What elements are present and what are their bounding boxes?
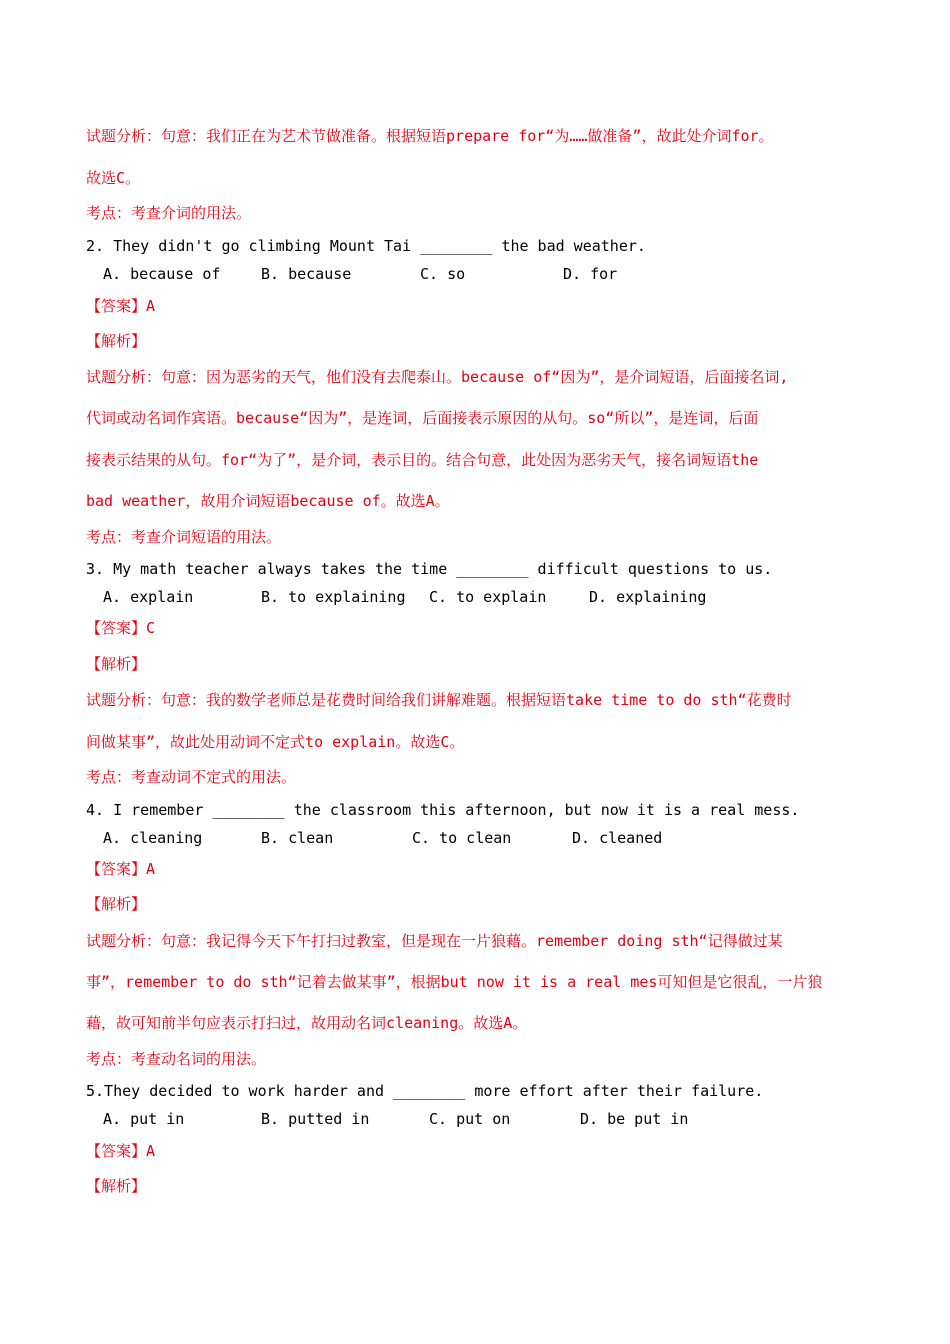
q3-analysis-line-2: 间做某事”，故此处用动词不定式to explain。故选C。 — [86, 733, 465, 751]
q3-option-d: D. explaining — [589, 588, 707, 606]
q3-options — [103, 587, 903, 687]
q2-option-c: C. so — [420, 265, 466, 283]
q2-analysis-line-4: bad weather，故用介词短语because of。故选A。 — [86, 492, 450, 510]
q3-jiexi: 【解析】 — [86, 655, 147, 673]
q3-option-a: A. explain — [103, 588, 194, 606]
q2-answer: 【答案】A — [86, 297, 156, 315]
q5-option-a: A. put in — [103, 1110, 185, 1128]
q2-option-b: B. because — [261, 265, 352, 283]
q2-analysis-line-2: 代词或动名词作宾语。because“因为”，是连词，后面接表示原因的从句。so“所以”，是连词，后面 — [86, 409, 759, 427]
q4-jiexi: 【解析】 — [86, 895, 147, 913]
q3-option-c: C. to explain — [429, 588, 547, 606]
q5-option-c: C. put on — [429, 1110, 511, 1128]
q3-option-b: B. to explaining — [261, 588, 406, 606]
q5-option-b: B. putted in — [261, 1110, 370, 1128]
q5-jiexi: 【解析】 — [86, 1177, 147, 1195]
q1-analysis-line-1: 试题分析：句意：我们正在为艺术节做准备。根据短语prepare for“为……做准备”，故此处介词for。 — [86, 127, 774, 145]
q1-analysis-line-2: 故选C。 — [86, 169, 141, 187]
q3-answer: 【答案】C — [86, 619, 156, 637]
q4-option-c: C. to clean — [412, 829, 512, 847]
q4-options — [103, 828, 903, 928]
q4-option-a: A. cleaning — [103, 829, 203, 847]
q4-analysis-line-3: 藉，故可知前半句应表示打扫过，故用动名词cleaning。故选A。 — [86, 1014, 528, 1032]
q4-answer: 【答案】A — [86, 860, 156, 878]
q5-stem: 5.They decided to work harder and ________ more effort after their failure. — [86, 1082, 764, 1100]
q2-options — [103, 264, 903, 364]
q4-option-b: B. clean — [261, 829, 334, 847]
q2-analysis-line-3: 接表示结果的从句。for“为了”，是介词，表示目的。结合句意，此处因为恶劣天气，接名词短语the — [86, 451, 759, 469]
q2-kaodian: 考点：考查介词短语的用法。 — [86, 528, 282, 546]
q2-option-d: D. for — [563, 265, 618, 283]
q5-option-d: D. be put in — [580, 1110, 689, 1128]
q3-stem: 3. My math teacher always takes the time ________ difficult questions to us. — [86, 560, 773, 578]
q2-stem: 2. They didn't go climbing Mount Tai ________ the bad weather. — [86, 237, 646, 255]
q5-options — [103, 1109, 903, 1209]
q5-answer: 【答案】A — [86, 1142, 156, 1160]
q4-stem: 4. I remember ________ the classroom this afternoon, but now it is a real mess. — [86, 801, 800, 819]
q3-analysis-line-1: 试题分析：句意：我的数学老师总是花费时间给我们讲解难题。根据短语take time to do sth“花费时 — [86, 691, 792, 709]
q4-kaodian: 考点：考查动名词的用法。 — [86, 1050, 267, 1068]
q2-analysis-line-1: 试题分析：句意：因为恶劣的天气，他们没有去爬泰山。because of“因为”，是介词短语，后面接名词, — [86, 368, 789, 386]
q1-kaodian: 考点：考查介词的用法。 — [86, 204, 252, 222]
q4-analysis-line-1: 试题分析：句意：我记得今天下午打扫过教室，但是现在一片狼藉。remember doing sth“记得做过某 — [86, 932, 783, 950]
q4-option-d: D. cleaned — [572, 829, 663, 847]
q3-kaodian: 考点：考查动词不定式的用法。 — [86, 768, 297, 786]
q2-jiexi: 【解析】 — [86, 332, 147, 350]
q4-analysis-line-2: 事”，remember to do sth“记着去做某事”，根据but now it is a real mes可知但是它很乱，一片狼 — [86, 973, 823, 991]
q2-option-a: A. because of — [103, 265, 221, 283]
